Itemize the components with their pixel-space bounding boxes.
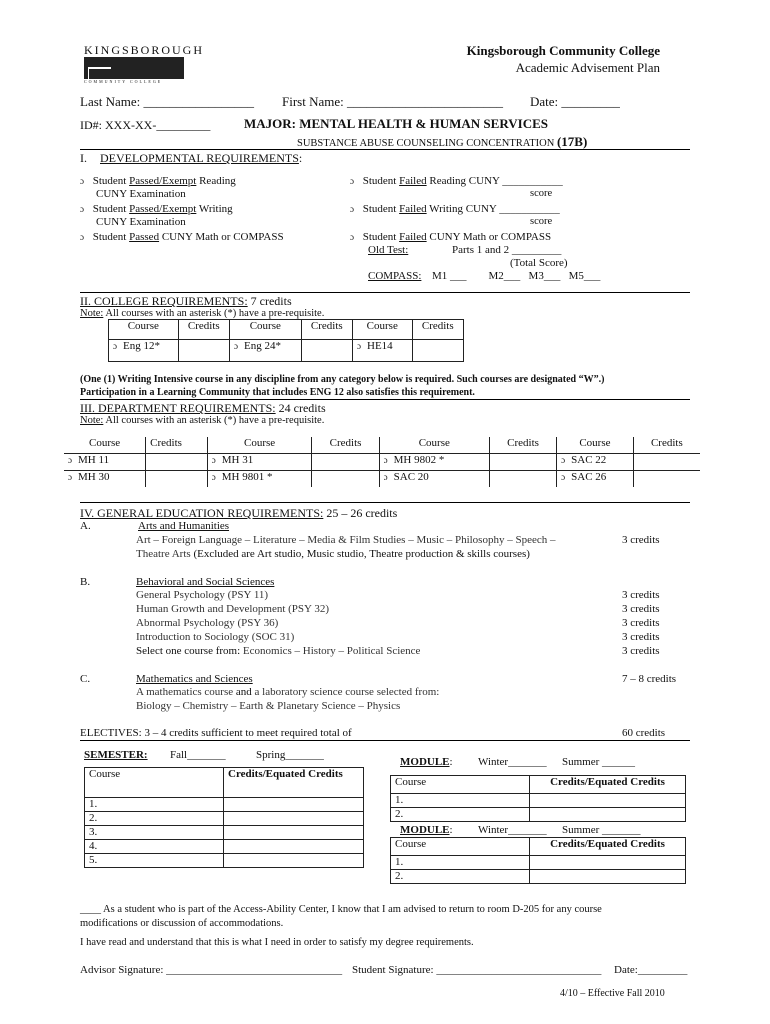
t: Theatre Arts — [136, 548, 194, 560]
col-header: Credits — [178, 320, 229, 340]
signature-date[interactable]: Date:_________ — [614, 964, 688, 976]
course-cell — [207, 453, 312, 470]
col-header: Credits/Equated Credits — [530, 776, 686, 794]
col-header: Credits — [146, 437, 208, 453]
advisor-signature[interactable]: Advisor Signature: ________________________________ — [80, 964, 343, 976]
gen-ed-b-credit: 3 credits — [622, 645, 660, 657]
credits-cell[interactable] — [489, 453, 556, 470]
col-header: Course — [207, 437, 312, 453]
t: Student — [92, 175, 130, 187]
semester-spring[interactable]: Spring_______ — [256, 749, 324, 761]
access-ability-note-2: modifications or discussion of accommodations. — [80, 918, 284, 929]
module-1-label — [400, 756, 453, 768]
gen-ed-b-credit: 3 credits — [622, 603, 660, 615]
dept-req-heading — [80, 401, 326, 416]
t: All courses with an asterisk (*) have a pre-requisite. — [103, 308, 325, 319]
college-req-note — [80, 308, 324, 319]
divider — [80, 740, 690, 741]
col-header: Credits — [633, 437, 700, 453]
col-header: Course — [85, 768, 224, 798]
dev-failed-reading-score: score — [530, 188, 553, 199]
dev-colon: : — [298, 151, 303, 165]
semester-fall[interactable]: Fall_______ — [170, 749, 226, 761]
col-header: Course — [64, 437, 146, 453]
t: MH 9802 * — [393, 453, 445, 466]
module-2-table — [390, 837, 686, 884]
compass-values: M1 ___ M2___ M3___ M5___ — [432, 270, 601, 282]
col-header: Credits/Equated Credits — [224, 768, 364, 798]
t: Note: — [80, 415, 104, 426]
credits-cell[interactable] — [530, 856, 686, 870]
col-header: Credits — [301, 320, 352, 340]
gen-ed-a-line1: Art – Foreign Language – Literature – Media & Film Studies – Music – Philosophy – Speech – — [136, 534, 556, 546]
wi-note-1: (One (1) Writing Intensive course in any discipline from any category below is required. Such courses are designated “W”.) — [80, 374, 605, 385]
divider — [80, 149, 690, 150]
gen-ed-b-item: Human Growth and Development (PSY 32) — [136, 603, 329, 615]
course-cell — [230, 340, 302, 362]
gen-ed-c-label: C. — [80, 673, 91, 685]
gen-ed-b-title: Behavioral and Social Sciences — [136, 576, 275, 588]
gen-ed-b-label: B. — [80, 576, 91, 588]
t: IV. GENERAL EDUCATION REQUIREMENTS: — [80, 506, 324, 520]
dev-passed-reading — [80, 175, 236, 187]
col-header: Course — [230, 320, 302, 340]
credits-cell[interactable] — [489, 470, 556, 487]
t: SAC 20 — [393, 470, 429, 483]
credits-cell[interactable] — [224, 854, 364, 868]
module-1-summer[interactable]: Summer ______ — [562, 756, 636, 768]
credits-cell[interactable] — [178, 340, 229, 362]
t: Failed — [399, 231, 427, 243]
t: MH 31 — [221, 453, 254, 466]
t: CUNY Math or COMPASS — [426, 231, 552, 243]
module-1-table — [390, 775, 686, 822]
t: Writing CUNY ___________ — [426, 203, 560, 215]
effective-date: 4/10 – Effective Fall 2010 — [560, 988, 665, 999]
dept-req-table — [64, 437, 700, 487]
t: MH 11 — [78, 453, 110, 466]
college-name: Kingsborough Community College — [466, 43, 660, 58]
t: Student — [362, 203, 400, 215]
t: II. COLLEGE REQUIREMENTS: — [80, 294, 248, 308]
t: MODULE — [400, 824, 450, 836]
t: Student — [92, 203, 130, 215]
course-cell — [557, 453, 634, 470]
row-num: 1. — [391, 856, 530, 870]
t: and — [235, 686, 252, 698]
t: Reading — [196, 175, 236, 187]
wi-note-2: Participation in a Learning Community that includes ENG 12 also satisfies this requirement. — [80, 387, 475, 398]
col-header: Course — [353, 320, 413, 340]
last-name-field[interactable]: Last Name: _________________ — [80, 94, 255, 109]
gen-ed-c-title: Mathematics and Sciences — [136, 673, 253, 685]
col-header: Course — [557, 437, 634, 453]
date-field[interactable]: Date: _________ — [530, 94, 620, 109]
credits-cell[interactable] — [146, 453, 208, 470]
dev-failed-math — [350, 231, 551, 243]
old-test-total: (Total Score) — [510, 257, 568, 269]
gen-ed-b-item: Abnormal Psychology (PSY 36) — [136, 617, 279, 629]
row-num: 1. — [85, 798, 224, 812]
col-header: Course — [391, 776, 530, 794]
course-cell — [557, 470, 634, 487]
t: Passed — [129, 231, 160, 243]
t: Passed/Exempt — [129, 175, 197, 187]
t: MODULE — [400, 756, 450, 768]
t: III. DEPARTMENT REQUIREMENTS: — [80, 401, 276, 415]
course-cell — [207, 470, 312, 487]
gen-ed-c-line1 — [136, 686, 439, 698]
gen-ed-a-title: Arts and Humanities — [138, 520, 230, 532]
id-field[interactable]: ID#: XXX-XX-_________ — [80, 118, 211, 132]
t: (Excluded are Art studio, Music studio, Theatre production & skills courses) — [193, 548, 530, 560]
module-2-summer[interactable]: Summer _______ — [562, 824, 641, 836]
credits-cell[interactable] — [530, 808, 686, 822]
t: 7 credits — [247, 294, 292, 308]
concentration-title — [297, 134, 587, 150]
dev-failed-reading — [350, 175, 563, 187]
dev-passed-reading-sub: CUNY Examination — [96, 188, 186, 200]
course-cell — [64, 453, 146, 470]
t: Failed — [399, 203, 427, 215]
t: CUNY Math or COMPASS — [159, 231, 284, 243]
divider — [80, 502, 690, 503]
concentration-code: (17B) — [556, 134, 588, 149]
t: : — [449, 756, 453, 768]
t: Writing — [196, 203, 233, 215]
course-cell — [64, 470, 146, 487]
gen-ed-a-label: A. — [80, 520, 91, 532]
col-header: Credits — [489, 437, 556, 453]
dev-passed-math — [80, 231, 284, 243]
t: a laboratory science course selected from: — [251, 686, 440, 698]
credits-cell[interactable] — [312, 453, 379, 470]
t: Economics – History – Political Science — [240, 645, 421, 657]
t: 24 credits — [275, 401, 326, 415]
understand-statement: I have read and understand that this is what I need in order to satisfy my degree requirements. — [80, 937, 474, 948]
gen-ed-a-credits: 3 credits — [622, 534, 660, 546]
t: SAC 26 — [571, 470, 607, 483]
divider — [80, 399, 690, 400]
t: Eng 24* — [244, 340, 281, 352]
t: A mathematics course — [136, 686, 236, 698]
concentration-text: SUBSTANCE ABUSE COUNSELING CONCENTRATION — [297, 138, 555, 149]
module-1-winter[interactable]: Winter_______ — [478, 756, 547, 768]
credits-cell[interactable] — [224, 812, 364, 826]
col-header: Course — [379, 437, 489, 453]
t: Failed — [399, 175, 427, 187]
row-num: 5. — [85, 854, 224, 868]
row-num: 4. — [85, 840, 224, 854]
row-num: 3. — [85, 826, 224, 840]
student-signature[interactable]: Student Signature: ______________________________ — [352, 964, 602, 976]
col-header: Credits/Equated Credits — [530, 838, 686, 856]
college-req-table — [108, 319, 464, 362]
semester-table — [84, 767, 364, 868]
row-num: 2. — [85, 812, 224, 826]
module-2-winter[interactable]: Winter_______ — [478, 824, 547, 836]
credits-cell[interactable] — [530, 870, 686, 884]
credits-cell[interactable] — [224, 826, 364, 840]
logo-building-icon — [88, 67, 111, 79]
t: : — [449, 824, 453, 836]
logo-subtitle: COMMUNITY COLLEGE — [84, 79, 163, 84]
col-header: Course — [109, 320, 179, 340]
t: 25 – 26 credits — [323, 506, 398, 520]
course-cell — [353, 340, 413, 362]
gen-ed-b-credit: 3 credits — [622, 589, 660, 601]
t: Student — [92, 231, 130, 243]
dev-failed-writing-score: score — [530, 216, 553, 227]
t: Reading CUNY ___________ — [426, 175, 563, 187]
t: Student — [362, 231, 400, 243]
gen-ed-b-select — [136, 645, 420, 657]
dev-failed-writing — [350, 203, 560, 215]
t: Select one course from: — [136, 645, 241, 657]
first-name-field[interactable]: First Name: ________________________ — [282, 94, 503, 109]
gen-ed-b-item: General Psychology (PSY 11) — [136, 589, 269, 601]
credits-cell[interactable] — [633, 470, 700, 487]
dev-passed-writing-sub: CUNY Examination — [96, 216, 186, 228]
t: Eng 12* — [123, 340, 160, 352]
credits-cell[interactable] — [530, 794, 686, 808]
module-2-label — [400, 824, 453, 836]
course-cell — [379, 470, 489, 487]
major-title: MAJOR: MENTAL HEALTH & HUMAN SERVICES — [244, 116, 548, 131]
gen-ed-c-credits: 7 – 8 credits — [622, 673, 677, 685]
gen-ed-b-credit: 3 credits — [622, 631, 660, 643]
t: Passed/Exempt — [129, 203, 197, 215]
dev-passed-writing — [80, 203, 233, 215]
dev-title: DEVELOPMENTAL REQUIREMENTS — [100, 151, 299, 165]
t: HE14 — [367, 340, 393, 352]
t: Student — [362, 175, 400, 187]
electives-label: ELECTIVES: 3 – 4 credits sufficient to meet required total of — [80, 727, 352, 739]
col-header: Course — [391, 838, 530, 856]
col-header: Credits — [412, 320, 463, 340]
dev-num: I. — [80, 151, 87, 165]
gen-ed-heading — [80, 506, 397, 521]
gen-ed-b-item: Introduction to Sociology (SOC 31) — [136, 631, 295, 643]
electives-credits: 60 credits — [622, 727, 666, 739]
access-ability-note-1: ____ As a student who is part of the Access-Ability Center, I know that I am advised to return to room D-205 for any course — [80, 904, 602, 915]
old-test-parts: Parts 1 and 2 _________ — [452, 244, 562, 256]
gen-ed-c-line2: Biology – Chemistry – Earth & Planetary Science – Physics — [136, 700, 401, 712]
col-header: Credits — [312, 437, 379, 453]
credits-cell[interactable] — [301, 340, 352, 362]
credits-cell[interactable] — [146, 470, 208, 487]
credits-cell[interactable] — [312, 470, 379, 487]
college-req-heading — [80, 294, 292, 309]
t: SAC 22 — [571, 453, 607, 466]
plan-title: Academic Advisement Plan — [515, 60, 660, 75]
credits-cell[interactable] — [224, 840, 364, 854]
old-test-label: Old Test: — [368, 244, 409, 256]
logo-wordmark: KINGSBOROUGH — [84, 43, 205, 57]
credits-cell[interactable] — [412, 340, 463, 362]
semester-label: SEMESTER: — [84, 749, 148, 761]
row-num: 2. — [391, 808, 530, 822]
dept-req-note — [80, 415, 324, 426]
credits-cell[interactable] — [633, 453, 700, 470]
t: Note: — [80, 308, 104, 319]
row-num: 1. — [391, 794, 530, 808]
gen-ed-a-line2 — [136, 548, 530, 560]
credits-cell[interactable] — [224, 798, 364, 812]
compass-label: COMPASS: — [368, 270, 422, 282]
course-cell — [109, 340, 179, 362]
t: MH 30 — [78, 470, 110, 483]
gen-ed-b-credit: 3 credits — [622, 617, 660, 629]
course-cell — [379, 453, 489, 470]
t: All courses with an asterisk (*) have a pre-requisite. — [103, 415, 325, 426]
row-num: 2. — [391, 870, 530, 884]
dev-heading — [80, 151, 302, 166]
t: MH 9801 * — [221, 470, 273, 483]
divider — [80, 292, 690, 293]
